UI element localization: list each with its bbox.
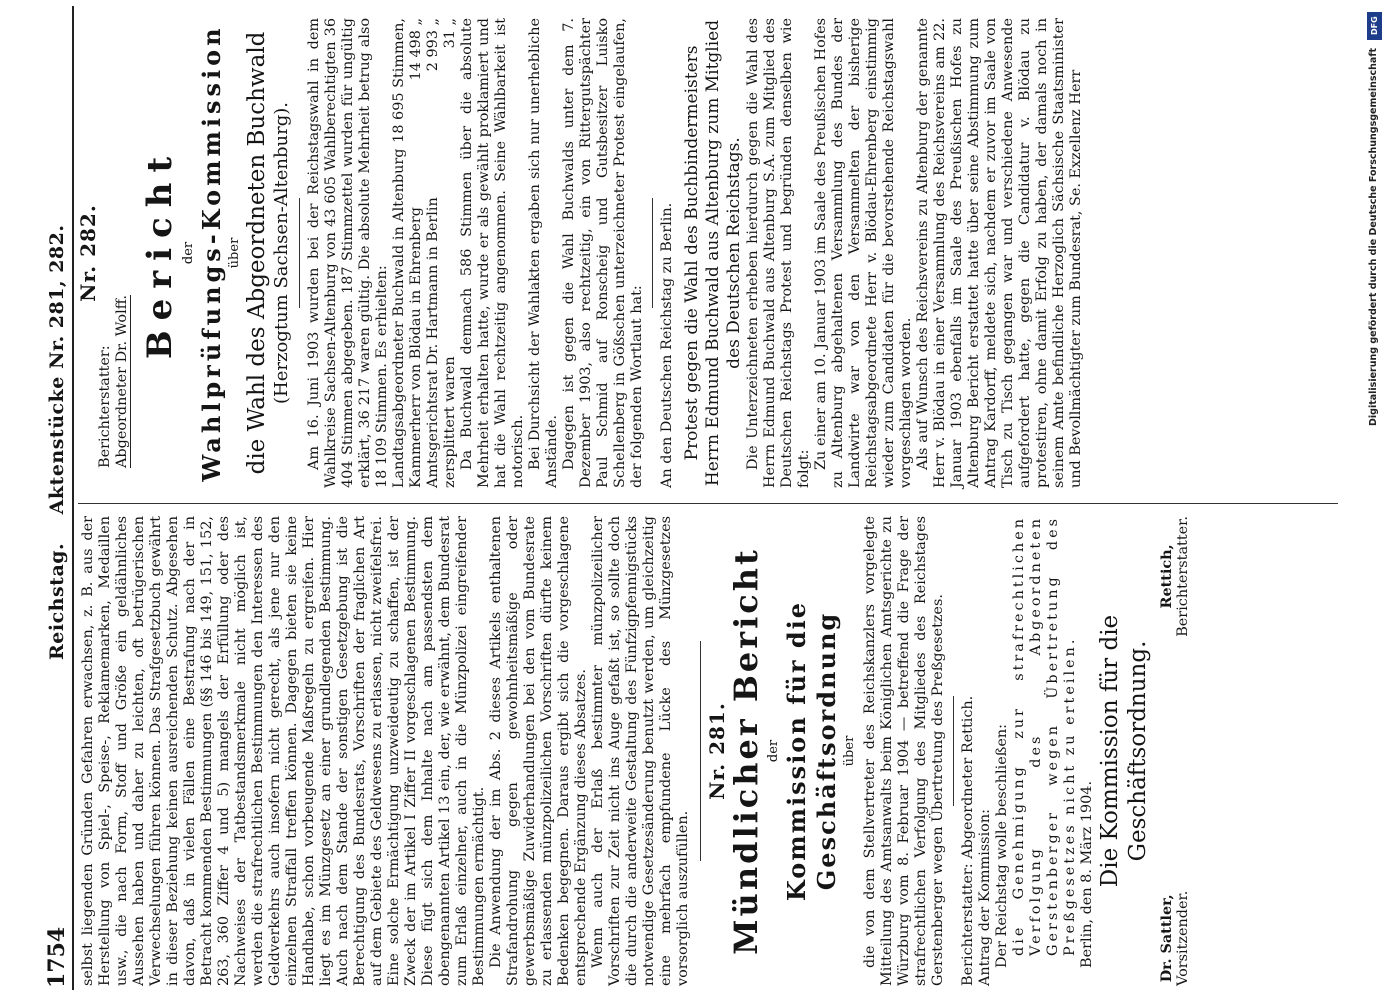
page-header [44,0,70,1000]
document-title: Bericht [140,146,180,360]
paragraph: Bei Durchsicht der Wahlakten ergaben sich nur unerhebliche Anstände. [527,18,560,488]
ueber-label: über [227,237,242,269]
divider [652,198,653,308]
protest-title: Protest gegen die Wahl des Buchbindermeisters Herrn Edmund Buchwald aus Altenburg zum Mitglied des Deutschen Reichstags. [682,19,744,487]
vote-row [391,18,408,488]
section-divider [700,641,701,861]
signatures [1158,516,1192,986]
signature-right [1158,516,1192,637]
signature-right-name: Rettich, [1158,544,1175,609]
date-line: Berlin, den 8. März 1904. [1079,780,1095,968]
reporter-name-text: Abgeordneter Dr. Wolff. [114,295,130,468]
paragraph: Wenn auch der Erlaß bestimmter münzpolizeilicher Vorschriften zur Zeit nicht ins Auge gefaßt ist, so sollte doch die durch die anderweite Gestaltung des Fünfzigpfennigstücks notwendige Gesetzesänderung benutzt werden, um gleichzeitig eine mehrfach empfundene Lücke des Münzgesetzes vorsorglich auszufüllen. [590,516,691,986]
vote-name: zersplittert waren [442,356,458,488]
paragraph: Am 16. Juni 1903 wurden bei der Reichstagswahl in dem Wahlkreise Sachsen-Altenburg von 43 605 Wahlberechtigten 36 404 Stimmen abgegeben. 187 Stimmzettel wurden für ungültig erklärt, 36 217 waren gültig. Die absolute Mehrheit betrug also 18 109 Stimmen. Es erhielten: [306,18,390,488]
antrag-body: die Genehmigung zur strafrechtlichen Verfolgung des Abgeordneten Gerstenberger wegen Übertretung des Preßgesetzes nicht zu erteilen. [1011,516,1078,956]
header-title [46,225,68,660]
signature-left-name: Dr. Sattler, [1158,894,1175,983]
header-left-label: Reichstag. [46,542,68,660]
dfg-logo: DFG [1367,12,1382,40]
paragraph: Da Buchwald demnach 586 Stimmen über die absolute Mehrheit erhalten hatte, wurde er als gewählt proklamiert und hat die Wahl rechtzeitig angenommen. Seine Wählbarkeit ist notorisch. [459,18,526,488]
continued-text: selbst liegenden Gründen Gefahren erwachsen, z. B. aus der Herstellung von Spiel-, Speise-, Reklamemarken, Medaillen usw., die nach Form, Stoff und Größe ein geldähnliches Aussehen haben und daher zu leichten, oft betrügerischen Verwechselungen führen können. Das Strafgesetzbuch gewährt in dieser Beziehung keinen ausreichenden Schutz. Abgesehen davon, daß in vielen Fällen eine Bestrafung nach der in Betracht kommenden Bestimmungen (§§ 146 bis 149, 151, 152, 263, 360 Ziffer 4 und 5) mangels der Erfüllung oder des Nachweises der Tatbestandsmerkmale nicht möglich ist, werden die strafrechtlichen Bestimmungen den Interessen des Geldverkehrs auch insofern nicht gerecht, als jene nur den einzelnen Straffall treffen können. Dagegen bieten sie keine Handhabe, schon vorbeugende Maßregeln zu ergreifen. Hier liegt es im Münzgesetz an einer grundlegenden Bestimmung. Auch nach dem Stande der sonstigen Gesetzgebung ist die Berechtigung des Bundesrats, Vorschriften der fraglichen Art auf dem Gebiete des Geldwesens zu erlassen, nicht zweifelsfrei. Eine solche Ermächtigung unzweideutig zu schaffen, ist der Zweck der im Artikel I Ziffer II vorgeschlagenen Bestimmung. Diese fügt sich dem Inhalte nach am passendsten dem obengenannten Artikel 13 ein, der, wie erwähnt, dem Bundesrat zum Erlaß einzelner, auch in die Münzpolizei eingreifender Bestimmungen ermächtigt. [80,516,487,986]
reporter-label: Berichterstatter: [97,345,113,468]
document-number: Nr. 281. [705,702,729,800]
document-number: Nr. 282. [76,204,100,302]
vote-row [425,18,442,488]
paragraph: Die Unterzeichneten erheben hierdurch gegen die Wahl des Herrn Edmund Buchwald aus Altenburg S.A. zum Mitglied des Deutschen Reichstags Protest und begründen denselben wie folgt: [745,18,812,488]
reporter-line: Berichterstatter: Abgeordneter Rettich. [960,695,976,986]
addressee: An den Deutschen Reichstag zu Berlin. [659,202,675,488]
header-rule [72,6,74,990]
commission-name: Wahlprüfungs-Kommission [197,24,226,482]
vote-value: 31 „ [442,18,458,49]
commission-name: Kommission für die Geschäftsordnung [782,600,841,902]
reporter-name [114,18,131,488]
divider [953,696,954,806]
left-column [80,516,1192,986]
vote-name: Kammerherr von Blödau in Ehrenberg [408,207,424,488]
paragraph: Dagegen ist gegen die Wahl Buchwalds unter dem 7. Dezember 1903, also rechtzeitig, ein von Rittergutspächter Paul Schmid auf Ronscheig und Gutsbesitzer Luisko Schellenberg in Gößschen unterzeichneter Protest eingelaufen, der folgenden Wortlaut hat: [561,18,645,488]
vote-name: Amtsgerichtsrat Dr. Hartmann in Berlin [425,197,441,488]
subject: die Wahl des Abgeordneten Buchwald [244,31,270,475]
der-label: der [181,241,196,265]
der-label: der [766,739,781,763]
document-title: Mündlicher Bericht [727,547,765,955]
signature-left [1158,891,1192,986]
ueber-label: über [842,735,857,767]
closing-commission: Die Kommission für die Geschäftsordnung. [1097,614,1151,888]
paragraph: Als auf Wunsch des Reichsvereins zu Altenburg der genannte Herr v. Blödau in einer Versammlung des Reichsvereins am 22. Januar 1903 ebenfalls im Saale des Preußischen Hofes zu Altenburg Bericht erstattet hatte über seine Abstimmung zum Antrag Kardorff, meldete sich, nachdem er zuvor im Saale von Tisch zu Tisch gegangen war und verschiedene Anwesende aufgefordert hatte, gegen die Candidatur v. Blödau zu protestiren, ohne damit Erfolg zu haben, der damals noch in seinem Amte befindliche Herzoglich Sächsische Staatsminister und Bevollmächtigter zum Bundesrat, Se. Exzellenz Herr [915,18,1084,488]
header-center-label: Aktenstücke Nr. 281, 282. [46,224,68,515]
right-column [76,18,1085,488]
page-number: 1754 [44,926,70,988]
vote-value: 2 993 „ [425,18,441,72]
subject-region: (Herzogtum Sachsen-Altenburg). [271,102,292,404]
signature-right-role: Berichterstatter. [1175,516,1191,637]
vote-name: Landtagsabgeordneter Buchwald in Altenburg [391,148,407,488]
vote-value: 18 695 Stimmen, [391,18,407,143]
antrag-label: Antrag der Kommission: [977,809,993,986]
paragraph: Die Anwendung der im Abs. 2 dieses Artikels enthaltenen Strafandrohung gegen gewohnheitsmäßige oder gewerbsmäßige Zuwiderhandlungen bei den vom Bundesrate zu erlassenden münzpolizeilichen Vorschriften dürfte keinem Bedenken begegnen. Daraus ergibt sich die vorgeschlagene entsprechende Ergänzung dieses Absatzes. [488,516,589,986]
signature-left-role: Vorsitzender. [1175,890,1191,986]
divider [299,198,300,308]
vote-row [442,18,459,488]
vote-table [391,18,459,488]
antrag-text: Der Reichstag wolle beschließen: [994,723,1010,968]
report-body: die von dem Stellvertreter des Reichskanzlers vorgelegte Mitteilung des Amtsanwalts beim Königlichen Amtsgerichte zu Würzburg vom 8. Februar 1904 — betreffend die Frage der strafrechtlichen Verfolgung des Mitgliedes des Reichstages Gerstenberger wegen Übertretung des Preßgesetzes. [862,516,946,986]
digitization-text: Digitalisierung gefördert durch die Deutsche Forschungsgemeinschaft [1368,48,1379,426]
vote-value: 14 498 „ [408,18,424,81]
column-rule [78,503,1338,504]
digitization-note [1366,8,1383,992]
paragraph: Zu einer am 10. Januar 1903 im Saale des Preußischen Hofes zu Altenburg abgehaltenen Versammlung des Bundes der Landwirte war von den Versammelten der bisherige Reichstagsabgeordnete Herr v. Blödau-Ehrenberg einstimmig wieder zum Candidaten für die bevorstehende Reichstagswahl vorgeschlagen worden. [813,18,914,488]
vote-row [408,18,425,488]
